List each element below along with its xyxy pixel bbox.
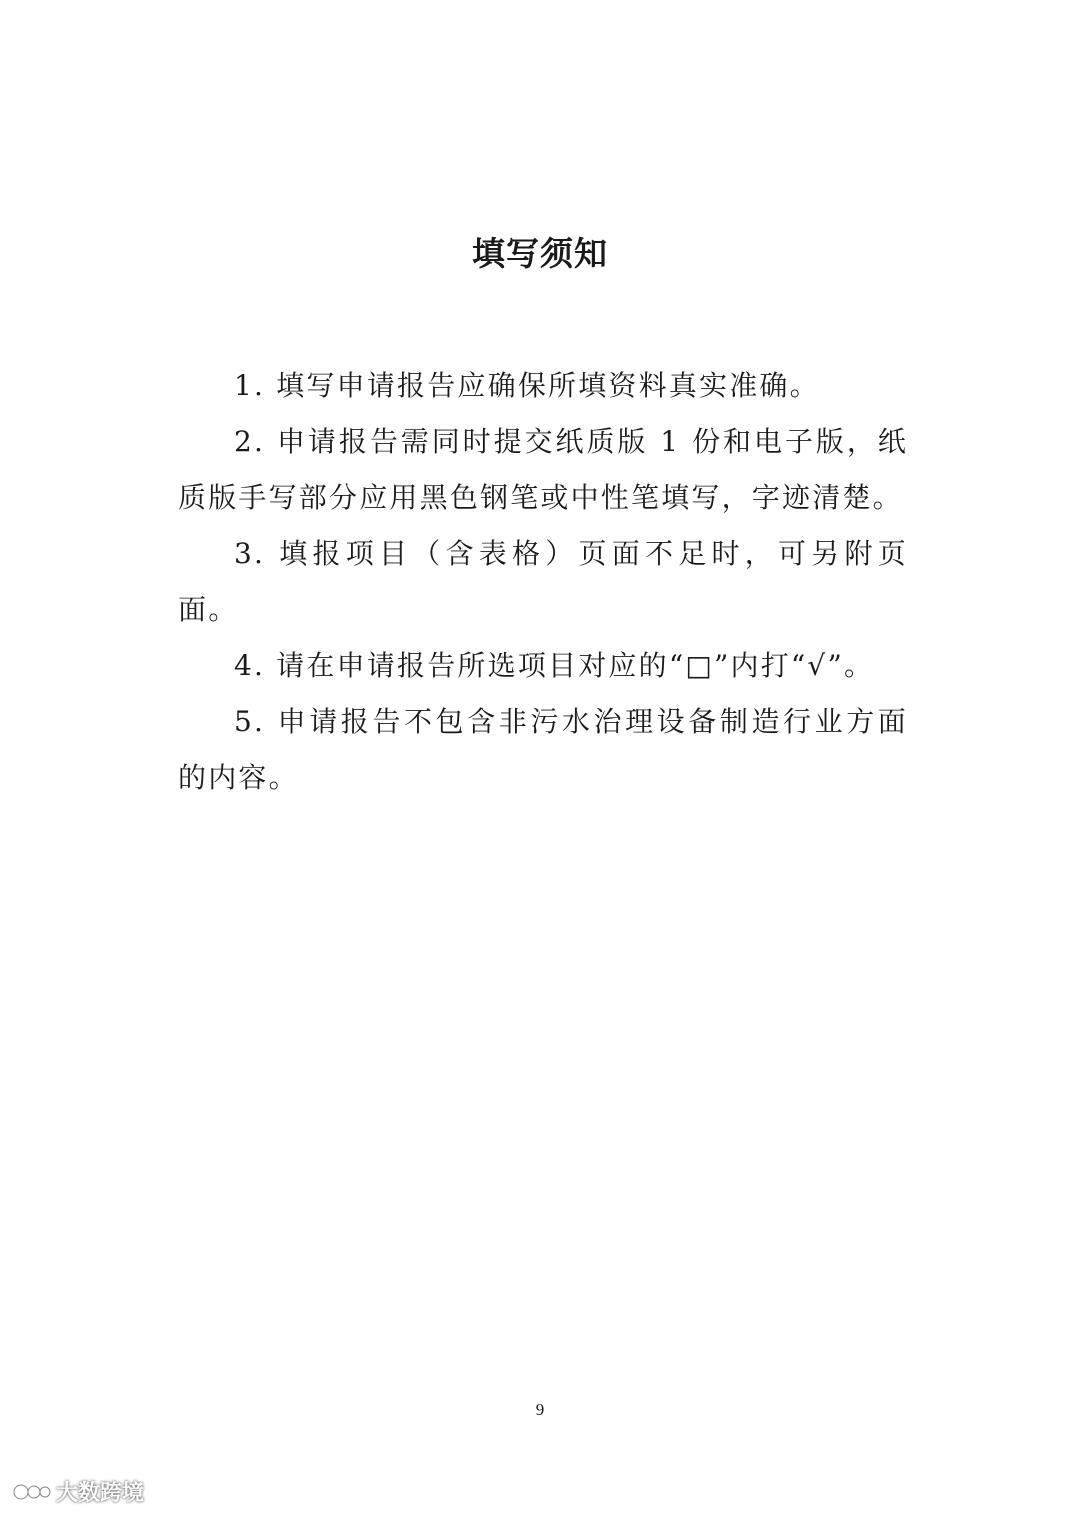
instruction-item-1: 1. 填写申请报告应确保所填资料真实准确。 [234,369,820,402]
instruction-item-3: 3. 填报项目（含表格）页面不足时，可另附页面。 [178,537,908,626]
instruction-item-4: 4. 请在申请报告所选项目对应的“□”内打“√”。 [234,649,875,682]
watermark [12,1476,144,1507]
page-title: 填写须知 [472,234,608,273]
watermark-text: 大数跨境 [56,1481,145,1506]
instruction-item-2: 2. 申请报告需同时提交纸质版 1 份和电子版，纸质版手写部分应用黑色钢笔或中性笔填写，字迹清楚。 [178,425,908,514]
page-number: 9 [535,1400,545,1419]
instruction-item-5: 5. 申请报告不包含非污水治理设备制造行业方面的内容。 [178,705,908,794]
instructions-body [178,358,908,806]
brand-logo-icon [12,1479,52,1505]
